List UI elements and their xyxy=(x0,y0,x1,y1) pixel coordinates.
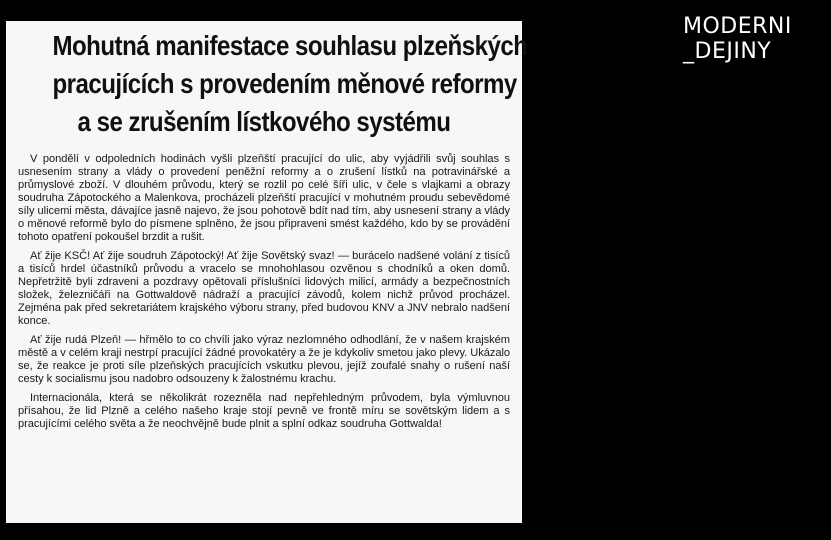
logo-line-2: _DEJINY xyxy=(683,39,772,64)
article-paragraph-1: V pondělí v odpoledních hodinách vyšli plzeňští pracující do ulic, aby vyjádřili svůj souhlas s usnesením strany a vlády o provedení peněžní reformy a o zrušení lístků na potravinářské a průmyslové zboží. V dlouhém průvodu, který se rozlil po celé šíři ulic, v čele s vlajkami a obrazy soudruha Zápotockého a Malenkova, procházeli plzeňští pracující v mohutném proudu sebevědomé síly ulicemi města, dávajíce jasně najevo, že jsou pohotově bdít nad tím, aby usnesení strany a vlády o měnové reformě bylo do písmene splněno, že jsou připraveni smést každého, kdo by se provádění tohoto opatření pokoušel brzdit a rušit. xyxy=(18,153,510,243)
article-paragraph-4: Internacionála, která se několikrát rozezněla nad nepřehledným průvodem, byla výmluvnou přísahou, že lid Plzně a celého našeho kraje stojí pevně ve frontě míru se sovětským lidem a s pracujícími celého světa a že neochvějně bude plnit a splní odkaz soudruha Gottwalda! xyxy=(18,392,510,430)
logo-line-1: MODERNI xyxy=(683,14,792,39)
headline-line-1: Mohutná manifestace souhlasu plzeňských xyxy=(52,30,528,61)
headline-line-3: a se zrušením lístkového systému xyxy=(77,106,451,137)
article-paragraph-3: Ať žije rudá Plzeň! — hřmělo to co chvíli jako výraz nezlomného odhodlání, že v našem krajském městě a v celém kraji nestrpí pracující žádné provokatéry a že je kdykoliv smetou jako plevy. Ukázalo se, že reakce je proti síle plzeňských pracujících vskutku plevou, jejíž zoufalé snahy o rušení naší cesty k socialismu jsou nadobro odsouzeny k žalostnému krachu. xyxy=(18,334,510,385)
newspaper-clipping xyxy=(6,21,528,523)
article-body xyxy=(18,153,510,431)
article-headline xyxy=(52,27,528,141)
article-paragraph-2: Ať žije KSČ! Ať žije soudruh Zápotocký! Ať žije Sovětský svaz! — burácelo nadšené volání z tisíců a tisíců hrdel účastníků průvodu a vracelo se mnohohlasou ozvěnou s chodníků a oken domů. Nepřetržitě byli zdraveni a pozdravy opětovali příslušníci lidových milicí, armády a bezpečnostních složek, železničáři na Gottwaldově nádraží a pracující závodů, kolem nichž průvod procházel. Zejména pak před sekretariátem krajského výboru strany, před budovou KNV a JNV nebralo nadšení konce. xyxy=(18,250,510,327)
headline-line-2: pracujících s provedením měnové reformy xyxy=(52,68,517,99)
moderni-dejiny-logo xyxy=(683,14,823,64)
